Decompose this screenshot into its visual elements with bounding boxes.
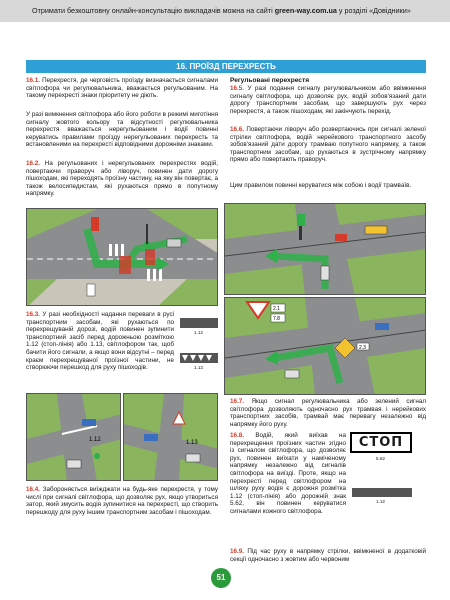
intersection-drawing-5: [225, 298, 426, 395]
stop-sign-caption: 5.62: [376, 456, 385, 461]
subheading-regulated: Регульовані перехрестя: [230, 77, 310, 84]
para-16-2: [26, 160, 218, 198]
para-16-5: [230, 85, 426, 115]
caption-113-in-illustration: 1.13: [186, 440, 198, 446]
para-16-6-b: [230, 182, 426, 190]
marking-112-caption: 1.12: [194, 330, 203, 335]
para-text: На регульованих і нерегульованих перехрестях водій, повертаючи праворуч або ліворуч, повинен дати дорогу пішоходам, які переходять проїзну частину, на яку він повертає, а також велосипедистам, які рухаються прямо в попутному напрямку.: [26, 160, 218, 198]
banner-suffix: у розділі «Довідники»: [336, 6, 411, 15]
caption-112-in-illustration: 1.12: [89, 437, 101, 443]
para-16-4: [26, 486, 218, 516]
banner-site-link[interactable]: green-way.com.ua: [274, 6, 337, 15]
para-16-8-head: [230, 432, 346, 516]
para-number: 16.8.: [230, 432, 245, 439]
para-16-9: [230, 548, 426, 563]
sign-label-2-3: 2.3: [359, 345, 366, 351]
intersection-illustration-4: [224, 203, 426, 295]
stop-sign-5-62: СТОП: [350, 432, 412, 453]
intersection-illustration-5: [224, 297, 426, 395]
marking-112-caption-right: 1.12: [376, 499, 385, 504]
marking-113-triangles: [180, 353, 218, 363]
para-16-1: [26, 77, 218, 100]
para-text: Якщо сигнал регулювальника або зелений сигнал світлофора дозволяють одночасно рух трамвая і нерейкових транспортних засобів, трамвай має перевагу незалежно від напрямку його руху.: [230, 398, 426, 428]
para-text: Повертаючи ліворуч або розвертаючись при сигналі зеленої стрілки світлофора, водій нерейкового транспортного засобу зобов'язаний дати дорогу трамваю попутного напрямку, а також транспортним засобам, що рухаються в зустрічному напрямку прямо або повертають праворуч.: [230, 126, 426, 164]
para-number: 16.6.: [230, 126, 245, 133]
para-number: 16.2.: [26, 160, 41, 167]
para-text: Перехрестя, де черговість проїзду визначається сигналами світлофора чи регулювальника, вважається регульованим. На такому перехресті знаки пріоритету не діють.: [26, 77, 218, 100]
para-number: 16.5.: [230, 85, 245, 92]
intersection-drawing-3: [124, 394, 218, 481]
para-number: 16.7.: [230, 398, 245, 405]
para-number: 16.3.: [26, 311, 41, 318]
marking-113-drawing: [180, 353, 218, 363]
intersection-illustration-2: [26, 393, 121, 481]
top-banner: [0, 0, 450, 22]
intersection-illustration-3: [123, 393, 218, 481]
para-text: Водій, який виїхав на перехрещення проїзних частин згідно із сигналом світлофора, що дозволяє рух, повинен виїхати у наміченому напрямку незалежно від сигналів світлофора на виїзді. Проте, якщо на перехресті перед світлофором на шляху руху водія є дорожня розмітка 1.12 (стоп-лінія) або дорожній знак 5.62, він повинен керуватися сигналами кожного світлофора.: [230, 432, 346, 515]
para-16-6: [230, 126, 426, 164]
para-text: Цим правилом повинні керуватися між собою і водії трамваїв.: [230, 182, 412, 189]
marking-113-caption: 1.13: [194, 365, 203, 370]
para-16-1-b: [26, 111, 218, 149]
intersection-drawing-4: [225, 204, 426, 295]
sign-label-7-8: 7.8: [273, 316, 280, 322]
marking-112-bar-right: [352, 488, 412, 497]
para-text: У разі необхідності надання переваги в русі транспортним засобам, які рухаються по перехрещуваній дорозі, водій повинен зупинити транспортний засіб перед дорожньою розміткою 1.12 (стоп-лінія) або 1.13, світлофором так, щоб бачити його сигнали, а якщо вони відсутні – перед краєм перехрещуваної проїзної частини, не створюючи перешкод для руху пішоходів.: [26, 311, 174, 372]
intersection-illustration-1: [26, 208, 218, 306]
para-number: 16.9.: [230, 548, 245, 555]
para-16-3: [26, 311, 174, 372]
para-text: Під час руху в напрямку стрілки, ввімкненої в додатковій секції одночасно з жовтим або червоним: [230, 548, 426, 563]
banner-prefix: Отримати безкоштовну онлайн-консультацію викладачів можна на сайті: [32, 6, 275, 15]
para-text: Забороняється виїжджати на будь-яке перехрестя, у тому числі при сигналі світлофора, що дозволяє рух, якщо утвориться затор, який змусить водія зупинитися на перехресті, що створить перешкоду для руху іншим транспортним засобам і пішоходам.: [26, 486, 218, 516]
para-16-7: [230, 398, 426, 428]
para-text: У разі вимкнення світлофора або його роботи в режимі миготіння сигналу жовтого кольору та відсутності регулювальника перехрестя вважається нерегульованим і водії повинні керуватись правилами проїзду нерегульованих перехресть та встановленими на перехресті відповідними дорожніми знаками.: [26, 111, 218, 149]
section-title: 16. ПРОЇЗД ПЕРЕХРЕСТЬ: [26, 60, 426, 73]
intersection-drawing-2: [27, 394, 121, 481]
intersection-drawing: [27, 209, 218, 306]
sign-label-2-1: 2.1: [273, 306, 280, 312]
para-number: 16.4.: [26, 486, 41, 493]
para-number: 16.1.: [26, 77, 41, 84]
marking-112-bar: [180, 318, 218, 328]
page-number: 51: [211, 568, 231, 588]
para-text: У разі подання сигналу регулювальником або ввімкнення сигналу світлофора, що дозволяє рух, водій зобов'язаний дати дорогу транспортним засобам, що завершують рух через перехрестя, а також пішоходам, які закінчують перехід.: [230, 85, 426, 115]
